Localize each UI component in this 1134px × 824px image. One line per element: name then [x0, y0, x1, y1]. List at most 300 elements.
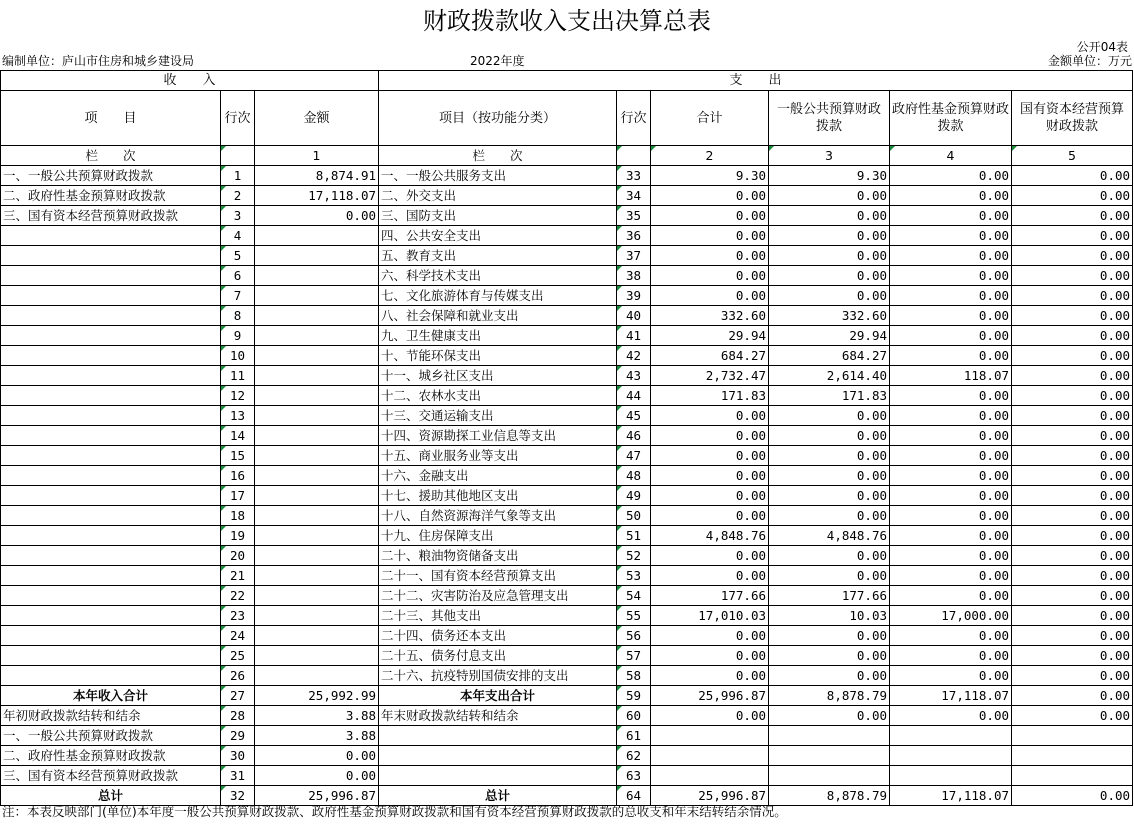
item-cell: [1, 626, 221, 646]
total-cell: 177.66: [651, 586, 769, 606]
table-row: [1, 366, 1133, 386]
col-line-2: 行次: [617, 91, 651, 146]
line-cell-2: 55: [617, 606, 651, 626]
header-row-columns: [1, 91, 1133, 146]
total-cell: 0.00: [651, 506, 769, 526]
general-cell: 0.00: [769, 646, 890, 666]
line-cell-2: 52: [617, 546, 651, 566]
general-cell: [769, 766, 890, 786]
total-cell: [651, 766, 769, 786]
line-cell-2: 56: [617, 626, 651, 646]
amount-cell: 17,118.07: [255, 186, 379, 206]
general-cell: 0.00: [769, 626, 890, 646]
fund-cell: 0.00: [890, 166, 1012, 186]
state-cell: 0.00: [1012, 226, 1133, 246]
state-cell: 0.00: [1012, 646, 1133, 666]
line-cell-2: 33: [617, 166, 651, 186]
amount-cell: [255, 486, 379, 506]
general-cell: 0.00: [769, 486, 890, 506]
state-cell: [1012, 766, 1133, 786]
amount-cell: 0.00: [255, 766, 379, 786]
fund-cell: 0.00: [890, 486, 1012, 506]
item-cell: [1, 286, 221, 306]
total-cell: 0.00: [651, 566, 769, 586]
item-cell: [1, 246, 221, 266]
general-cell: 0.00: [769, 506, 890, 526]
total-cell: 0.00: [651, 666, 769, 686]
fund-cell: 0.00: [890, 346, 1012, 366]
line-cell: 18: [221, 506, 255, 526]
fund-cell: 0.00: [890, 626, 1012, 646]
amount-cell: [255, 386, 379, 406]
total-cell: 0.00: [651, 186, 769, 206]
line-cell-2: 35: [617, 206, 651, 226]
line-cell-2: 44: [617, 386, 651, 406]
budget-table: [0, 70, 1133, 806]
state-cell: 0.00: [1012, 606, 1133, 626]
form-code: 公开04表: [1076, 40, 1128, 54]
expense-header: 支 出: [379, 71, 1133, 91]
amount-cell: [255, 306, 379, 326]
report-year: 2022年度: [470, 54, 525, 68]
general-cell: 0.00: [769, 426, 890, 446]
line-cell-2: 50: [617, 506, 651, 526]
col-fund: 政府性基金预算财政拨款: [890, 91, 1012, 146]
line-cell-2: 37: [617, 246, 651, 266]
index-3: 3: [769, 146, 890, 166]
line-cell-2: 61: [617, 726, 651, 746]
func-item-cell: 七、文化旅游体育与传媒支出: [379, 286, 617, 306]
amount-cell: 25,996.87: [255, 786, 379, 806]
amount-cell: 8,874.91: [255, 166, 379, 186]
item-cell: [1, 346, 221, 366]
func-item-cell: 十九、住房保障支出: [379, 526, 617, 546]
total-cell: 171.83: [651, 386, 769, 406]
state-cell: 0.00: [1012, 706, 1133, 726]
table-row: [1, 566, 1133, 586]
amount-cell: [255, 626, 379, 646]
line-cell-2: 64: [617, 786, 651, 806]
item-cell: [1, 406, 221, 426]
amount-cell: [255, 346, 379, 366]
func-item-cell: 十、节能环保支出: [379, 346, 617, 366]
amount-cell: 3.88: [255, 726, 379, 746]
state-cell: 0.00: [1012, 246, 1133, 266]
line-cell-2: 59: [617, 686, 651, 706]
amount-cell: [255, 506, 379, 526]
fund-cell: 0.00: [890, 646, 1012, 666]
line-cell-2: 46: [617, 426, 651, 446]
fund-cell: 0.00: [890, 186, 1012, 206]
table-row: [1, 686, 1133, 706]
total-cell: 0.00: [651, 486, 769, 506]
func-item-cell: [379, 766, 617, 786]
fund-cell: 0.00: [890, 566, 1012, 586]
func-item-cell: 四、公共安全支出: [379, 226, 617, 246]
income-header: 收 入: [1, 71, 379, 91]
total-cell: 0.00: [651, 286, 769, 306]
fund-cell: 0.00: [890, 326, 1012, 346]
org-name: 编制单位：庐山市住房和城乡建设局: [2, 54, 195, 68]
item-cell: [1, 306, 221, 326]
amount-cell: [255, 646, 379, 666]
general-cell: 0.00: [769, 266, 890, 286]
index-5: 5: [1012, 146, 1133, 166]
index-4: 4: [890, 146, 1012, 166]
state-cell: 0.00: [1012, 566, 1133, 586]
fund-cell: 0.00: [890, 666, 1012, 686]
total-cell: 0.00: [651, 466, 769, 486]
general-cell: 2,614.40: [769, 366, 890, 386]
table-row: [1, 606, 1133, 626]
state-cell: 0.00: [1012, 206, 1133, 226]
line-cell-2: 48: [617, 466, 651, 486]
amount-cell: [255, 406, 379, 426]
line-cell-2: 34: [617, 186, 651, 206]
table-row: [1, 226, 1133, 246]
line-cell: 15: [221, 446, 255, 466]
amount-cell: [255, 666, 379, 686]
lanci-label: 栏 次: [1, 146, 221, 166]
func-item-cell: 十七、援助其他地区支出: [379, 486, 617, 506]
item-cell: [1, 486, 221, 506]
general-cell: 8,878.79: [769, 786, 890, 806]
amount-unit: 金额单位：万元: [1047, 54, 1132, 68]
line-cell-2: 45: [617, 406, 651, 426]
index-blank: [221, 146, 255, 166]
item-cell: 年初财政拨款结转和结余: [1, 706, 221, 726]
col-amount: 金额: [255, 91, 379, 146]
line-cell-2: 43: [617, 366, 651, 386]
line-cell: 24: [221, 626, 255, 646]
line-cell: 11: [221, 366, 255, 386]
line-cell-2: 60: [617, 706, 651, 726]
index-blank-2: [617, 146, 651, 166]
table-row: [1, 286, 1133, 306]
amount-cell: [255, 446, 379, 466]
col-item-func: 项目（按功能分类）: [379, 91, 617, 146]
general-cell: 0.00: [769, 446, 890, 466]
func-item-cell: 十三、交通运输支出: [379, 406, 617, 426]
table-row: [1, 486, 1133, 506]
general-cell: 10.03: [769, 606, 890, 626]
table-row: [1, 326, 1133, 346]
index-1: 1: [255, 146, 379, 166]
table-row: [1, 706, 1133, 726]
general-cell: 0.00: [769, 546, 890, 566]
table-row: [1, 166, 1133, 186]
fund-cell: 0.00: [890, 546, 1012, 566]
line-cell: 12: [221, 386, 255, 406]
fund-cell: 0.00: [890, 466, 1012, 486]
total-cell: 4,848.76: [651, 526, 769, 546]
fund-cell: 17,118.07: [890, 786, 1012, 806]
item-cell: [1, 646, 221, 666]
item-cell: [1, 466, 221, 486]
total-cell: 17,010.03: [651, 606, 769, 626]
total-cell: 25,996.87: [651, 686, 769, 706]
general-cell: 0.00: [769, 226, 890, 246]
fund-cell: 0.00: [890, 246, 1012, 266]
line-cell: 1: [221, 166, 255, 186]
col-general: 一般公共预算财政拨款: [769, 91, 890, 146]
line-cell: 28: [221, 706, 255, 726]
total-cell: 9.30: [651, 166, 769, 186]
item-cell: [1, 526, 221, 546]
fund-cell: 0.00: [890, 206, 1012, 226]
func-item-cell: 九、卫生健康支出: [379, 326, 617, 346]
general-cell: 0.00: [769, 286, 890, 306]
item-cell: [1, 546, 221, 566]
item-cell: 总计: [1, 786, 221, 806]
item-cell: [1, 566, 221, 586]
line-cell: 22: [221, 586, 255, 606]
general-cell: [769, 746, 890, 766]
total-cell: 0.00: [651, 206, 769, 226]
line-cell-2: 47: [617, 446, 651, 466]
fund-cell: 0.00: [890, 286, 1012, 306]
line-cell-2: 38: [617, 266, 651, 286]
line-cell-2: 39: [617, 286, 651, 306]
line-cell-2: 42: [617, 346, 651, 366]
item-cell: [1, 326, 221, 346]
func-item-cell: 六、科学技术支出: [379, 266, 617, 286]
state-cell: 0.00: [1012, 366, 1133, 386]
line-cell: 6: [221, 266, 255, 286]
line-cell: 8: [221, 306, 255, 326]
line-cell: 32: [221, 786, 255, 806]
func-item-cell: 二十五、债务付息支出: [379, 646, 617, 666]
func-item-cell: 十八、自然资源海洋气象等支出: [379, 506, 617, 526]
general-cell: 0.00: [769, 566, 890, 586]
line-cell: 10: [221, 346, 255, 366]
func-item-cell: [379, 726, 617, 746]
general-cell: 171.83: [769, 386, 890, 406]
table-row: [1, 626, 1133, 646]
table-row: [1, 586, 1133, 606]
total-cell: 29.94: [651, 326, 769, 346]
fund-cell: 0.00: [890, 266, 1012, 286]
total-cell: 0.00: [651, 406, 769, 426]
amount-cell: [255, 286, 379, 306]
state-cell: 0.00: [1012, 446, 1133, 466]
line-cell: 27: [221, 686, 255, 706]
line-cell: 2: [221, 186, 255, 206]
total-cell: 0.00: [651, 626, 769, 646]
fund-cell: 17,118.07: [890, 686, 1012, 706]
general-cell: 0.00: [769, 666, 890, 686]
col-state: 国有资本经营预算财政拨款: [1012, 91, 1133, 146]
func-item-cell: 本年支出合计: [379, 686, 617, 706]
line-cell-2: 54: [617, 586, 651, 606]
item-cell: [1, 506, 221, 526]
line-cell: 29: [221, 726, 255, 746]
state-cell: 0.00: [1012, 426, 1133, 446]
item-cell: 本年收入合计: [1, 686, 221, 706]
table-row: [1, 546, 1133, 566]
fund-cell: 0.00: [890, 586, 1012, 606]
fund-cell: 0.00: [890, 406, 1012, 426]
state-cell: 0.00: [1012, 686, 1133, 706]
total-cell: 2,732.47: [651, 366, 769, 386]
line-cell: 5: [221, 246, 255, 266]
header-row-index: [1, 146, 1133, 166]
func-item-cell: 十一、城乡社区支出: [379, 366, 617, 386]
item-cell: [1, 386, 221, 406]
col-line: 行次: [221, 91, 255, 146]
fund-cell: [890, 766, 1012, 786]
line-cell-2: 63: [617, 766, 651, 786]
state-cell: 0.00: [1012, 586, 1133, 606]
fund-cell: 118.07: [890, 366, 1012, 386]
table-row: [1, 766, 1133, 786]
amount-cell: [255, 226, 379, 246]
general-cell: 0.00: [769, 186, 890, 206]
func-item-cell: 年末财政拨款结转和结余: [379, 706, 617, 726]
state-cell: 0.00: [1012, 786, 1133, 806]
index-2: 2: [651, 146, 769, 166]
line-cell: 9: [221, 326, 255, 346]
line-cell-2: 40: [617, 306, 651, 326]
lanci-label-2: 栏 次: [379, 146, 617, 166]
total-cell: 332.60: [651, 306, 769, 326]
fund-cell: 0.00: [890, 306, 1012, 326]
amount-cell: [255, 466, 379, 486]
amount-cell: 0.00: [255, 206, 379, 226]
line-cell: 30: [221, 746, 255, 766]
item-cell: 三、国有资本经营预算财政拨款: [1, 766, 221, 786]
line-cell-2: 49: [617, 486, 651, 506]
fund-cell: 0.00: [890, 226, 1012, 246]
table-row: [1, 426, 1133, 446]
line-cell: 31: [221, 766, 255, 786]
amount-cell: [255, 546, 379, 566]
item-cell: [1, 606, 221, 626]
state-cell: 0.00: [1012, 506, 1133, 526]
state-cell: 0.00: [1012, 406, 1133, 426]
amount-cell: [255, 426, 379, 446]
state-cell: 0.00: [1012, 166, 1133, 186]
func-item-cell: 五、教育支出: [379, 246, 617, 266]
general-cell: 4,848.76: [769, 526, 890, 546]
item-cell: [1, 666, 221, 686]
func-item-cell: [379, 746, 617, 766]
item-cell: 二、政府性基金预算财政拨款: [1, 186, 221, 206]
amount-cell: [255, 606, 379, 626]
total-cell: 0.00: [651, 706, 769, 726]
state-cell: 0.00: [1012, 286, 1133, 306]
state-cell: 0.00: [1012, 466, 1133, 486]
general-cell: 0.00: [769, 246, 890, 266]
state-cell: 0.00: [1012, 266, 1133, 286]
line-cell: 25: [221, 646, 255, 666]
report-meta: [2, 54, 1132, 69]
table-row: [1, 446, 1133, 466]
general-cell: 29.94: [769, 326, 890, 346]
func-item-cell: 八、社会保障和就业支出: [379, 306, 617, 326]
total-cell: [651, 746, 769, 766]
amount-cell: 3.88: [255, 706, 379, 726]
table-row: [1, 246, 1133, 266]
line-cell: 21: [221, 566, 255, 586]
general-cell: 0.00: [769, 206, 890, 226]
amount-cell: 25,992.99: [255, 686, 379, 706]
amount-cell: [255, 326, 379, 346]
total-cell: 684.27: [651, 346, 769, 366]
table-row: [1, 306, 1133, 326]
func-item-cell: 十四、资源勘探工业信息等支出: [379, 426, 617, 446]
col-item: 项 目: [1, 91, 221, 146]
line-cell: 3: [221, 206, 255, 226]
fund-cell: 0.00: [890, 526, 1012, 546]
line-cell-2: 36: [617, 226, 651, 246]
table-row: [1, 386, 1133, 406]
general-cell: 0.00: [769, 406, 890, 426]
func-item-cell: 十六、金融支出: [379, 466, 617, 486]
item-cell: [1, 266, 221, 286]
item-cell: [1, 366, 221, 386]
fund-cell: 0.00: [890, 706, 1012, 726]
item-cell: 三、国有资本经营预算财政拨款: [1, 206, 221, 226]
total-cell: 0.00: [651, 426, 769, 446]
table-row: [1, 186, 1133, 206]
table-row: [1, 526, 1133, 546]
item-cell: [1, 426, 221, 446]
func-item-cell: 二十二、灾害防治及应急管理支出: [379, 586, 617, 606]
func-item-cell: 十五、商业服务业等支出: [379, 446, 617, 466]
line-cell-2: 58: [617, 666, 651, 686]
table-row: [1, 746, 1133, 766]
state-cell: [1012, 746, 1133, 766]
amount-cell: [255, 366, 379, 386]
item-cell: [1, 586, 221, 606]
general-cell: 8,878.79: [769, 686, 890, 706]
state-cell: 0.00: [1012, 666, 1133, 686]
line-cell-2: 51: [617, 526, 651, 546]
line-cell: 19: [221, 526, 255, 546]
func-item-cell: 二十四、债务还本支出: [379, 626, 617, 646]
general-cell: 332.60: [769, 306, 890, 326]
func-item-cell: 二十六、抗疫特别国债安排的支出: [379, 666, 617, 686]
line-cell-2: 41: [617, 326, 651, 346]
item-cell: 一、一般公共预算财政拨款: [1, 726, 221, 746]
state-cell: 0.00: [1012, 306, 1133, 326]
table-row: [1, 466, 1133, 486]
general-cell: 177.66: [769, 586, 890, 606]
func-item-cell: 二十三、其他支出: [379, 606, 617, 626]
col-total: 合计: [651, 91, 769, 146]
total-cell: 0.00: [651, 246, 769, 266]
general-cell: 0.00: [769, 466, 890, 486]
table-row: [1, 646, 1133, 666]
line-cell: 4: [221, 226, 255, 246]
line-cell-2: 62: [617, 746, 651, 766]
amount-cell: [255, 586, 379, 606]
total-cell: [651, 726, 769, 746]
table-row: [1, 266, 1133, 286]
func-item-cell: 三、国防支出: [379, 206, 617, 226]
fund-cell: [890, 746, 1012, 766]
header-row-section: [1, 71, 1133, 91]
table-row: [1, 406, 1133, 426]
general-cell: [769, 726, 890, 746]
amount-cell: [255, 526, 379, 546]
item-cell: [1, 446, 221, 466]
total-cell: 0.00: [651, 446, 769, 466]
table-row: [1, 346, 1133, 366]
table-row: [1, 666, 1133, 686]
fund-cell: 0.00: [890, 506, 1012, 526]
